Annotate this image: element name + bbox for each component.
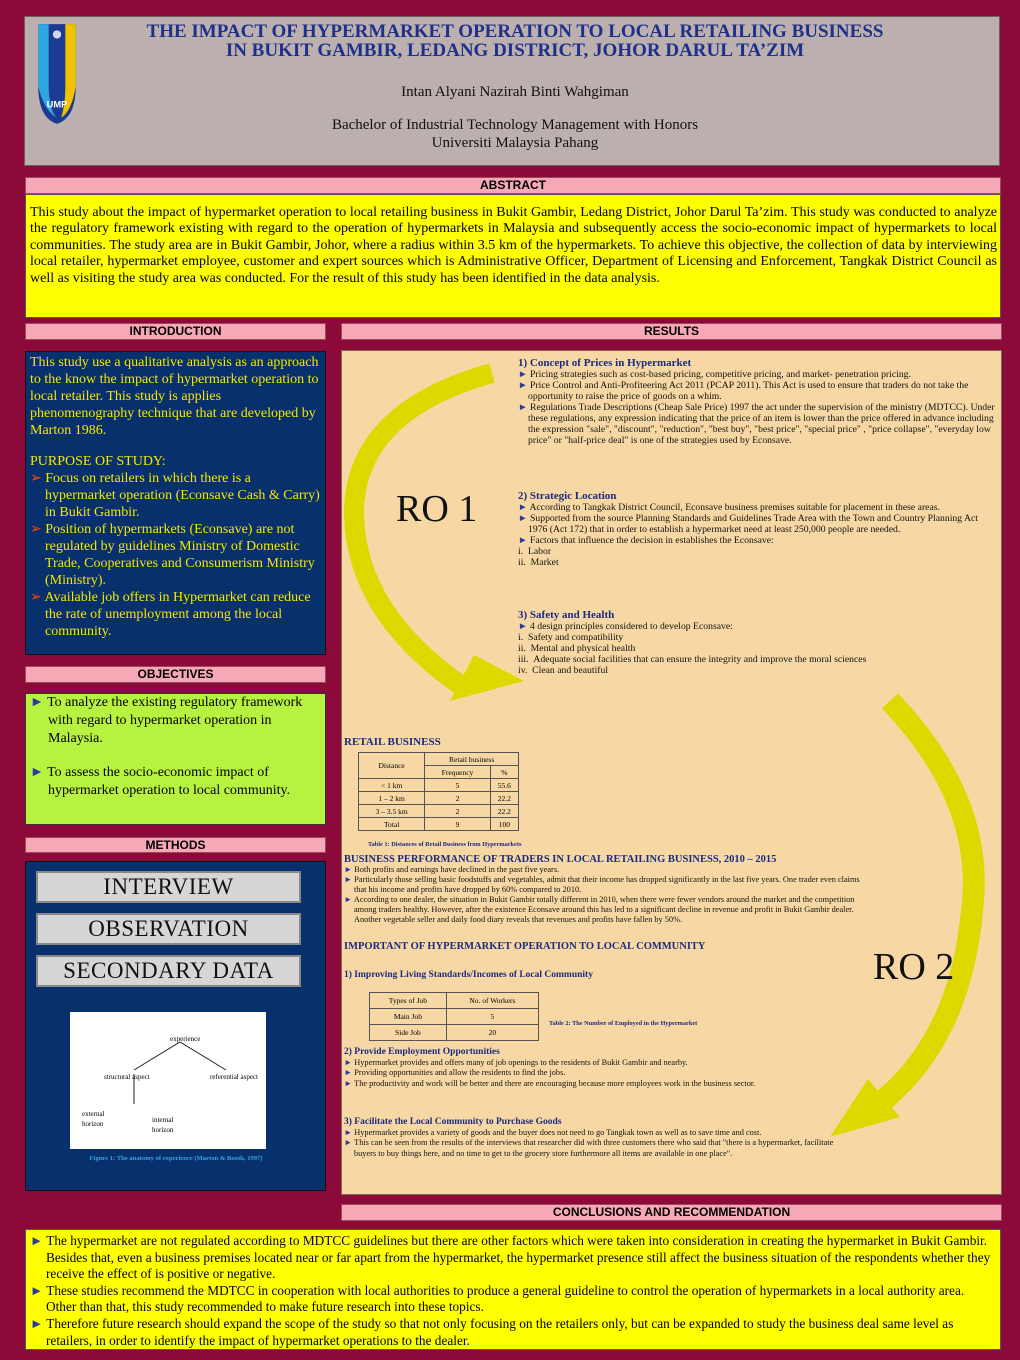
- importance-2: 2) Provide Employment Opportunities ► Hypermarket provides and offers many of job openings to the residents of Bukit Gambir and nearby. ► Providing opportunities and allow the residents to find the jobs. ► The productivity and work will be better and there are encouraging because more employees work in the business sector.: [344, 1047, 756, 1088]
- author-name: Intan Alyani Nazirah Binti Wahgiman: [401, 84, 629, 100]
- label-external-horizon: external horizon: [82, 1110, 105, 1128]
- importance-1-title: 1) Improving Living Standards/Incomes of Local Community: [344, 970, 593, 980]
- label-experience: experience: [170, 1035, 201, 1043]
- table-header: Retail business: [425, 753, 519, 766]
- table-header: %: [490, 766, 518, 779]
- workers-table: [369, 992, 539, 1041]
- table-header: No. of Workers: [446, 993, 538, 1009]
- table-row: Side Job 20: [370, 1025, 539, 1041]
- experience-figure: [70, 1012, 266, 1149]
- conclusion-item: ► The hypermarket are not regulated according to MDTCC guidelines but there are other factors which were taken into consideration in creating the hypermarket in Bukit Gambir. Besides that, even a business premises located near or far apart from the hypermarket, the hypermarket presence still affect the business situation of the respondents whether they receive the effect of is positive or negative.: [30, 1233, 991, 1282]
- conclusion-heading: CONCLUSIONS AND RECOMMENDATION: [341, 1204, 1002, 1221]
- method-interview: INTERVIEW: [36, 871, 301, 903]
- ro1-label: RO 1: [396, 488, 478, 530]
- label-internal-horizon: internal horizon: [152, 1116, 174, 1134]
- label-referential-aspect: referential aspect: [210, 1073, 258, 1081]
- results-heading: RESULTS: [341, 323, 1002, 340]
- importance-3: 3) Facilitate the Local Community to Purchase Goods ► Hypermarket provides a variety of goods and the buyer does not need to go Tangkak town as well as to save time and cost. ► This can be seen from the results of the interviews that researcher did with three customers there who said that "there is a hypermarket, facilitate buyers to buy things here, and no time to get to the grocery store furthermore all items are available in one place".: [344, 1117, 834, 1158]
- table-row: 3 – 3.5 km 2 22.2: [359, 805, 519, 818]
- label-structural-aspect: structural aspect: [104, 1073, 150, 1081]
- results-box: [341, 350, 1002, 1195]
- table-header: Frequency: [425, 766, 490, 779]
- methods-heading: METHODS: [25, 837, 326, 853]
- table2-caption: Table 2: The Number of Employed in the Hypermarket: [549, 1020, 698, 1027]
- introduction-text: This study use a qualitative analysis as an approach to the know the impact of hypermarket operation to local retailer. This study is applies phenomenography technique that are developed by Marton 1986.: [30, 355, 319, 438]
- importance-heading: IMPORTANT OF HYPERMARKET OPERATION TO LOCAL COMMUNITY: [344, 941, 706, 952]
- objective-item: ► To analyze the existing regulatory framework with regard to hypermarket operation in Malaysia.: [30, 695, 303, 746]
- ump-logo-icon: [36, 22, 78, 126]
- degree-name: Bachelor of Industrial Technology Management with Honors: [331, 117, 699, 133]
- performance-section: BUSINESS PERFORMANCE OF TRADERS IN LOCAL RETAILING BUSINESS, 2010 – 2015 ► Both profits and earnings have declined in the past five years. ► Particularly those selling basic foodstuffs and vegetables, admit that their income has dropped significantly in the last five years. One trader even claims that his income and profits have dropped by 60% compared to 2010. ► According to one dealer, the situation in Bukit Gambir totally different in 2010, when there were fewer vendors around the market and the competition among traders healthy. However, after the existence Econsave around this has led to a significant decline in revenue and profit in Bukit Gambir dealer. Another vegetable seller and daily food diary reveals that revenues and profits have fallen by 50%.: [344, 854, 860, 924]
- university-name: Universiti Malaysia Pahang: [431, 135, 599, 151]
- objective-item: ► To assess the socio-economic impact of hypermarket operation to local community.: [30, 765, 291, 798]
- table-header: Distance: [359, 753, 425, 779]
- table-row: Total 9 100: [359, 818, 519, 831]
- table-row: < 1 km 5 55.6: [359, 779, 519, 792]
- objectives-heading: OBJECTIVES: [25, 666, 326, 683]
- purpose-heading: PURPOSE OF STUDY:: [30, 454, 166, 469]
- abstract-heading: ABSTRACT: [25, 177, 1001, 194]
- table1-caption: Table 1: Distances of Retail Business from Hypermarkets: [368, 841, 522, 848]
- method-secondary-data: SECONDARY DATA: [36, 955, 301, 987]
- table-row: 1 – 2 km 2 22.2: [359, 792, 519, 805]
- purpose-item: ➢ Position of hypermarkets (Econsave) are not regulated by guidelines Ministry of Domestic Trade, Cooperatives and Consumerism Ministry (Ministry).: [30, 522, 315, 588]
- table-header: Types of Job: [370, 993, 447, 1009]
- conclusion-box: [25, 1229, 1001, 1350]
- results-section-1: 1) Concept of Prices in Hypermarket ► Pricing strategies such as cost-based pricing, competitive pricing, and market- penetration pricing. ► Price Control and Anti-Profiteering Act 2011 (PCAP 2011). This Act is used to ensure that traders do not take the opportunity to raise the price of goods on a whim. ► Regulations Trade Descriptions (Cheap Sale Price) 1997 the act under the supervision of the ministry (MDTCC). Under these regulations, any expression indicating that the price of an item is lower than the price offered in advance including the expression "sale", "discount", "reduction", "best buy", "best price", "special price" , "price collapse", "everyday low price" or "half-price deal" is one of the strategies used by Econsave.: [518, 357, 995, 446]
- purpose-item: ➢ Focus on retailers in which there is a hypermarket operation (Econsave Cash & Carry) in Bukit Gambir.: [30, 471, 320, 520]
- introduction-box: [25, 351, 326, 655]
- abstract-text: This study about the impact of hypermarket operation to local retailing business in Bukit Gambir, Ledang District, Johor Darul Ta’zim. This study was conducted to analyze the regulatory framework existing with regard to the operation of hypermarkets in Malaysia and subsequently access the socio-economic impact of hypermarkets to local communities. The study area are in Bukit Gambir, Johor, where a radius within 3.5 km of the hypermarkets. To achieve this objective, the collection of data by interviewing local retailer, hypermarket employee, customer and expert sources which is Administrative Officer, Department of Licensing and Enforcement, Tangkak District Council as well as visiting the study area was conducted. For the result of this study has been identified in the data analysis.: [25, 194, 1001, 318]
- results-section-2: 2) Strategic Location ► According to Tangkak District Council, Econsave business premises suitable for placement in these areas. ► Supported from the source Planning Standards and Guidelines Trade Area with the Town and Country Planning Act 1976 (Act 172) that in order to establish a hypermarket need at least 250,000 people are needed. ► Factors that influence the decision in establishes the Econsave: i. Labor ii. Market: [518, 490, 978, 568]
- conclusion-item: ► Therefore future research should expand the scope of the study so that not only focusing on the retailers only, but can be expanded to study the business deal same level as retailers, in order to identify the impact of hypermarket operations to the dealer.: [30, 1315, 954, 1348]
- objectives-box: [25, 693, 326, 825]
- svg-text:UMP: UMP: [46, 99, 68, 110]
- results-section-3: 3) Safety and Health ► 4 design principles considered to develop Econsave: i. Safety and compatibility ii. Mental and physical health iii. Adequate social facilities that can ensure the integrity and improve the moral sciences iv. Clean and beautiful: [518, 609, 867, 676]
- ro2-label: RO 2: [873, 946, 955, 988]
- retail-business-heading: RETAIL BUSINESS: [344, 736, 441, 748]
- introduction-heading: INTRODUCTION: [25, 323, 326, 340]
- figure-caption: Figure 1: The anatomy of experience (Marton & Booth, 1997): [89, 1155, 263, 1162]
- poster-title: THE IMPACT OF HYPERMARKET OPERATION TO LOCAL RETAILING BUSINESS IN BUKIT GAMBIR, LEDANG DISTRICT, JOHOR DARUL TA’ZIM: [146, 21, 884, 61]
- conclusion-item: ► These studies recommend the MDTCC in cooperation with local authorities to produce a general guideline to control the operation of hypermarkets in a local authority area. Other than that, this study recommended to make future research into these topics.: [30, 1282, 965, 1315]
- retail-table: [358, 752, 519, 831]
- purpose-item: ➢ Available job offers in Hypermarket can reduce the rate of unemployment among the local community.: [30, 590, 311, 639]
- method-observation: OBSERVATION: [36, 913, 301, 945]
- table-row: Main Job 5: [370, 1009, 539, 1025]
